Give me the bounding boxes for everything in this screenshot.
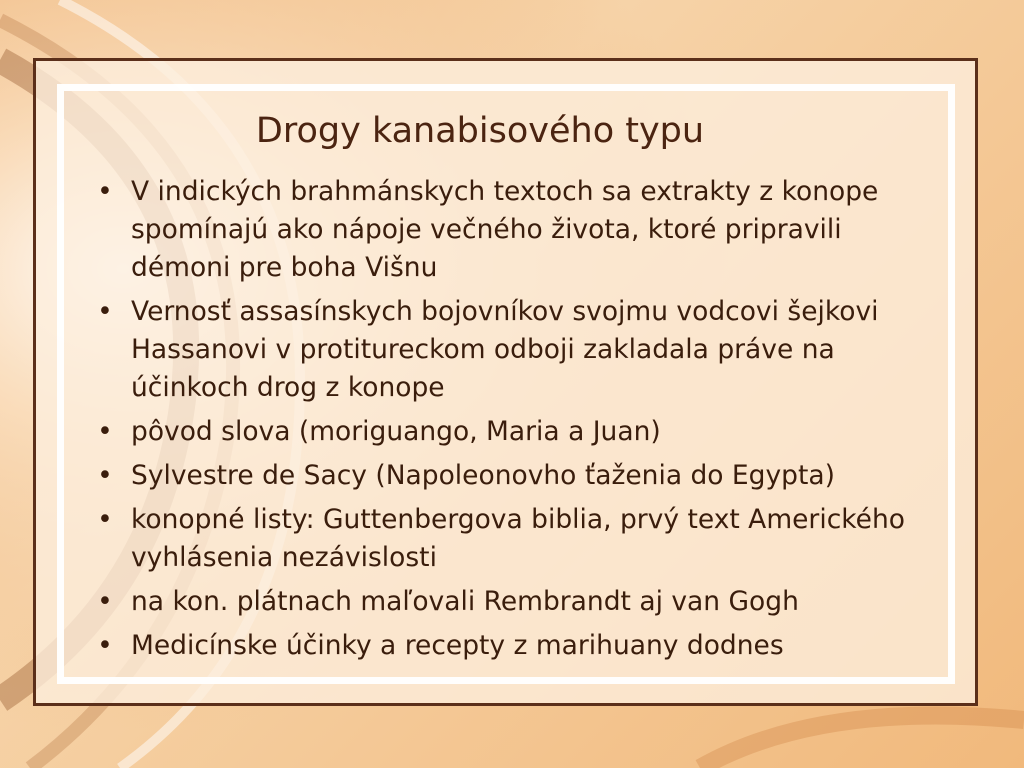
bullet-icon: • <box>97 460 113 491</box>
bullet-icon: • <box>97 296 113 327</box>
bullet-text: Vernosť assasínskych bojovníkov svojmu vodcovi šejkovi Hassanovi v protitureckom odboji zakladala práve na účinkoch drog z konope <box>131 296 879 403</box>
bullet-item <box>95 583 945 621</box>
bullet-text: Sylvestre de Sacy (Napoleonovho ťaženia do Egypta) <box>131 460 835 491</box>
bullet-text: konopné listy: Guttenbergova biblia, prvý text Amerického vyhlásenia nezávislosti <box>131 504 905 573</box>
bullet-text: pôvod slova (moriguango, Maria a Juan) <box>131 416 661 447</box>
bullet-icon: • <box>97 586 113 617</box>
bullet-list <box>95 173 945 671</box>
bullet-icon: • <box>97 630 113 661</box>
bullet-item <box>95 627 945 665</box>
bullet-text: V indických brahmánskych textoch sa extrakty z konope spomínajú ako nápoje večného života, ktoré pripravili démoni pre boha Višnu <box>131 176 879 283</box>
bullet-item <box>95 173 945 287</box>
bullet-item <box>95 501 945 577</box>
bullet-icon: • <box>97 176 113 207</box>
bullet-item <box>95 293 945 407</box>
bullet-icon: • <box>97 416 113 447</box>
bullet-item <box>95 413 945 451</box>
bullet-item <box>95 457 945 495</box>
bullet-text: Medicínske účinky a recepty z marihuany dodnes <box>131 630 784 661</box>
slide-title: Drogy kanabisového typu <box>255 111 705 151</box>
bullet-icon: • <box>97 504 113 535</box>
bullet-text: na kon. plátnach maľovali Rembrandt aj van Gogh <box>131 586 799 617</box>
